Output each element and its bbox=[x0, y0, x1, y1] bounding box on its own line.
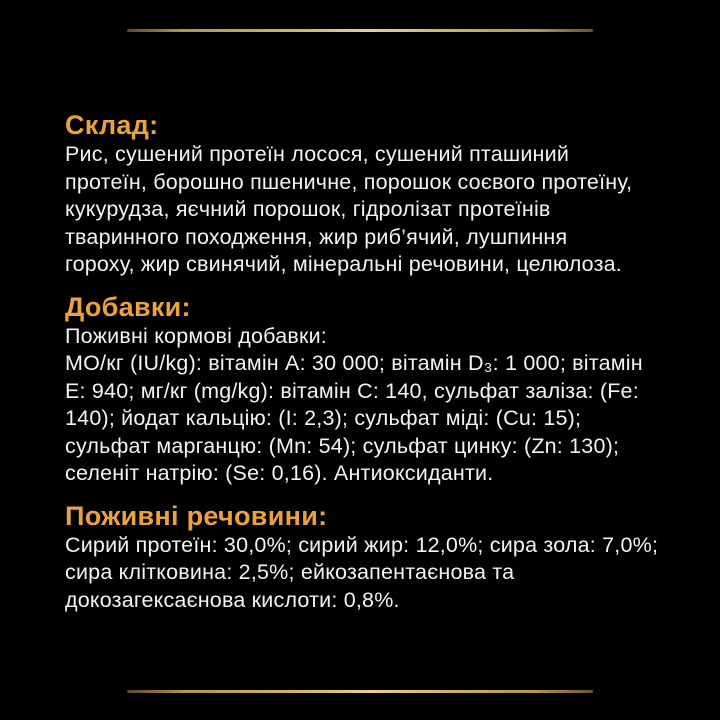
text-line: докозагексаєнова кислоти: 0,8%. bbox=[65, 587, 400, 612]
section-composition bbox=[65, 110, 680, 279]
top-divider-line bbox=[127, 29, 593, 32]
text-line: 140); йодат кальцію: (І: 2,3); сульфат міді: (Cu: 15); bbox=[65, 406, 582, 430]
text-line: Е: 940; мг/кг (mg/kg): вітамін С: 140, сульфат заліза: (Fe: bbox=[65, 378, 639, 403]
text-line: протеїн, борошно пшеничне, порошок соєвого протеїну, bbox=[65, 169, 633, 194]
text-line: гороху, жир свинячий, мінеральні речовини, целюлоза. bbox=[65, 252, 622, 276]
text-line: МО/кг (IU/kg): вітамін А: 30 000; вітамін D₃: 1 000; вітамін bbox=[65, 351, 643, 375]
text-line: селеніт натрію: (Se: 0,16). Антиоксиданти. bbox=[65, 461, 494, 485]
text-line: сира клітковина: 2,5%; ейкозапентаєнова та bbox=[65, 560, 515, 584]
composition-heading: Склад: bbox=[65, 110, 159, 140]
section-nutrients bbox=[65, 501, 680, 615]
text-line: сульфат марганцю: (Mn: 54); сульфат цинку: (Zn: 130); bbox=[65, 433, 620, 458]
label-content bbox=[65, 110, 680, 627]
section-additives bbox=[65, 292, 680, 488]
bottom-divider-line bbox=[127, 690, 593, 693]
text-line: Рис, сушений протеїн лосося, сушений пташиний bbox=[65, 142, 570, 166]
text-line: Сирий протеїн: 30,0%; сирий жир: 12,0%; сира зола: 7,0%; bbox=[65, 532, 659, 557]
text-line: тваринного походження, жир риб’ячий, лушпиння bbox=[65, 224, 568, 249]
additives-heading: Добавки: bbox=[65, 291, 191, 322]
nutrients-heading: Поживні речовини: bbox=[65, 500, 328, 531]
text-line: кукурудза, яєчний порошок, гідролізат протеїнів bbox=[65, 197, 551, 221]
text-line: Поживні кормові добавки: bbox=[65, 323, 327, 348]
